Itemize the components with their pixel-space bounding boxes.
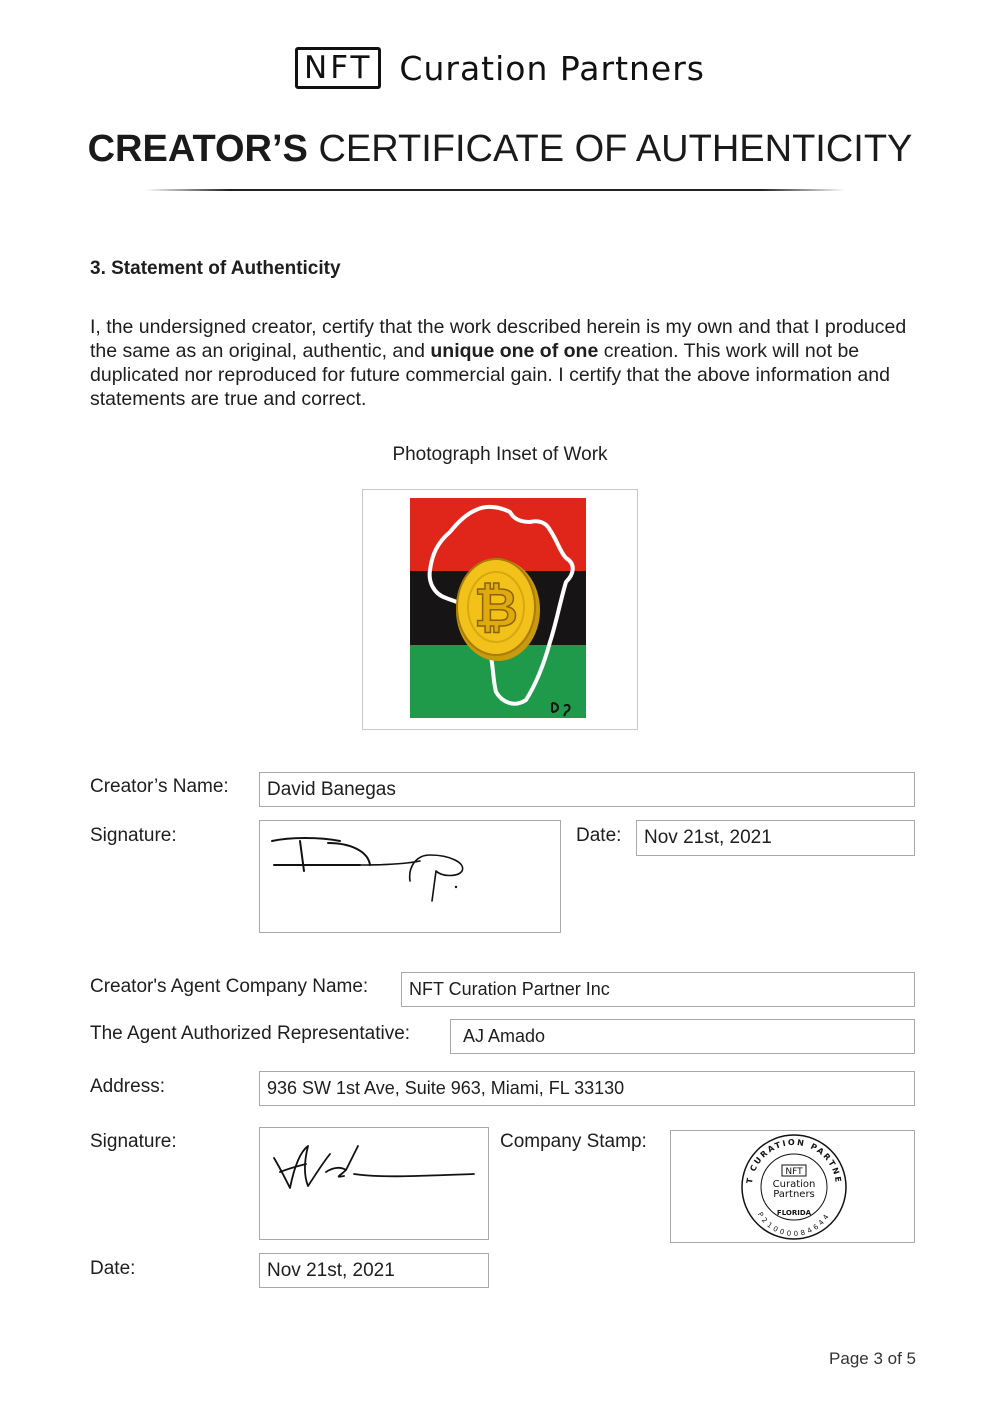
creator-signature-label: Signature: <box>90 825 177 846</box>
stamp-box-text: NFT <box>785 1167 803 1177</box>
stamp-center-line1: Curation <box>772 1179 816 1190</box>
creator-name-label: Creator’s Name: <box>90 776 229 797</box>
statement-text-before: I, the undersigned creator, certify that the work described herein is my own and that I produced the same as an original, authentic, and <box>90 316 907 362</box>
agent-date-label: Date: <box>90 1258 136 1279</box>
creator-date-label: Date: <box>576 825 622 846</box>
title-rest: CERTIFICATE OF AUTHENTICITY <box>318 128 913 170</box>
agent-address-field[interactable]: 936 SW 1st Ave, Suite 963, Miami, FL 33130 <box>259 1071 915 1106</box>
agent-signature-box[interactable] <box>259 1127 489 1240</box>
creator-name-field[interactable]: David Banegas <box>259 772 915 807</box>
svg-text:NFT CURATION PARTNERS <box>671 1131 843 1185</box>
agent-signature <box>260 1128 488 1239</box>
brand-header <box>0 47 1000 89</box>
stamp-ring-text: T CURATION PARTNE <box>745 1137 843 1185</box>
agent-rep-field[interactable]: AJ Amado <box>450 1019 915 1054</box>
stamp-number: P21000084644 <box>755 1210 833 1239</box>
creator-signature-box[interactable] <box>259 820 561 933</box>
agent-rep-label: The Agent Authorized Representative: <box>90 1023 411 1044</box>
agent-signature-label: Signature: <box>90 1131 177 1152</box>
company-stamp-box <box>670 1130 915 1243</box>
title-divider <box>145 189 845 191</box>
page-number: Page 3 of 5 <box>829 1349 916 1368</box>
bitcoin-symbol: ₿ <box>473 576 519 639</box>
statement-text-bold: unique one of one <box>430 340 599 362</box>
company-stamp-label: Company Stamp: <box>500 1131 647 1152</box>
inset-caption: Photograph Inset of Work <box>392 444 608 465</box>
statement-paragraph <box>90 315 920 411</box>
brand-logo-box: NFT <box>295 47 381 89</box>
creator-date-field[interactable]: Nov 21st, 2021 <box>636 820 915 856</box>
stamp-state: FLORIDA <box>776 1209 812 1217</box>
creator-signature <box>260 821 560 932</box>
agent-date-field[interactable]: Nov 21st, 2021 <box>259 1253 489 1288</box>
section-heading: 3. Statement of Authenticity <box>90 258 341 279</box>
company-stamp <box>671 1131 914 1242</box>
agent-company-field[interactable]: NFT Curation Partner Inc <box>401 972 915 1007</box>
agent-company-label: Creator's Agent Company Name: <box>90 976 369 997</box>
stamp-center-line2: Partners <box>773 1189 815 1200</box>
statement-text-after: creation. This work will not be duplicated nor reproduced for future commercial gain. I certify that the above information and statements are true and correct. <box>90 340 890 410</box>
agent-address-label: Address: <box>90 1076 165 1097</box>
page-title <box>0 128 1000 171</box>
artwork-image <box>410 498 586 718</box>
title-bold: CREATOR’S <box>87 128 308 170</box>
brand-name: Curation Partners <box>399 48 705 88</box>
